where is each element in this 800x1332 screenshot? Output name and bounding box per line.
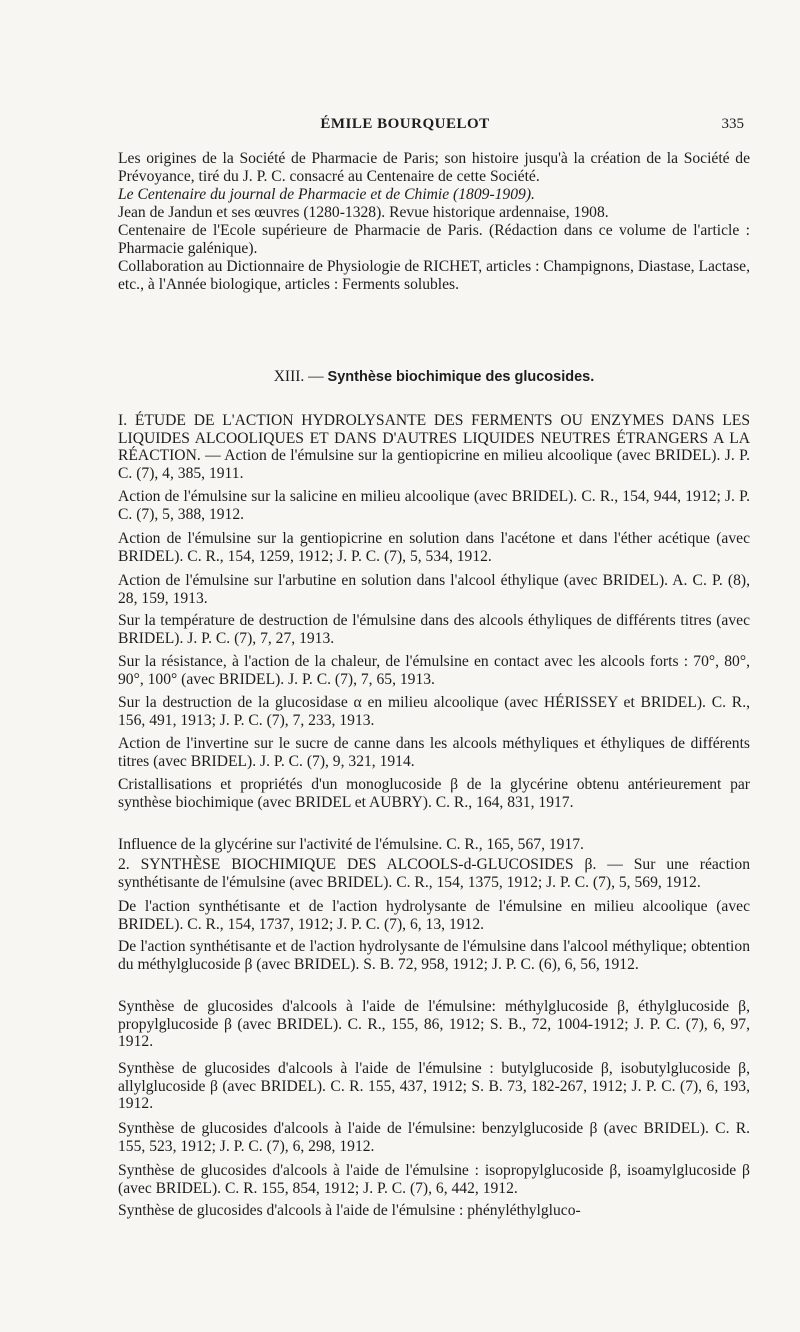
entry-16: Synthèse de glucosides d'alcools à l'aide de l'émulsine: benzylglucoside β (avec BRIDEL). C. R. 155, 523, 1912; J. P. C. (7), 6, 298, 1912. [118,1120,750,1155]
header-title: ÉMILE BOURQUELOT [320,116,490,132]
entry-18: Synthèse de glucosides d'alcools à l'aide de l'émulsine : phényléthylgluco- [118,1202,581,1219]
intro-paragraph-2: Le Centenaire du journal de Pharmacie et de Chimie (1809-1909). [118,186,535,203]
intro-paragraph-5: Collaboration au Dictionnaire de Physiologie de RICHET, articles : Champignons, Diastase, Lactase, etc., à l'Année biologique, articles : Ferments solubles. [118,258,750,293]
section-heading [118,368,750,386]
entry-11: 2. SYNTHÈSE BIOCHIMIQUE DES ALCOOLS-d-GLUCOSIDES β. — Sur une réaction synthétisante de l'émulsine (avec BRIDEL). C. R., 154, 1375, 1912; J. P. C. (7), 5, 569, 1912. [118,856,750,891]
entry-6: Sur la résistance, à l'action de la chaleur, de l'émulsine en contact avec les alcools forts : 70°, 80°, 90°, 100° (avec BRIDEL). J. P. C. (7), 7, 65, 1913. [118,653,750,688]
entry-8: Action de l'invertine sur le sucre de canne dans les alcools méthyliques et éthyliques de différents titres (avec BRIDEL). J. P. C. (7), 9, 321, 1914. [118,735,750,770]
entry-1: I. ÉTUDE DE L'ACTION HYDROLYSANTE DES FERMENTS OU ENZYMES DANS LES LIQUIDES ALCOOLIQUES ET DANS D'AUTRES LIQUIDES NEUTRES ÉTRANGERS A LA RÉACTION. — Action de l'émulsine sur la gentiopicrine en milieu alcoolique (avec BRIDEL). J. P. C. (7), 4, 385, 1911. [118,412,750,482]
intro-paragraph-4: Centenaire de l'Ecole supérieure de Pharmacie de Paris. (Rédaction dans ce volume de l'article : Pharmacie galénique). [118,222,750,257]
section-title: Synthèse biochimique des glucosides. [327,369,595,385]
entry-3: Action de l'émulsine sur la gentiopicrine en solution dans l'acétone et dans l'éther acétique (avec BRIDEL). C. R., 154, 1259, 1912; J. P. C. (7), 5, 534, 1912. [118,530,750,565]
entry-4: Action de l'émulsine sur l'arbutine en solution dans l'alcool éthylique (avec BRIDEL). A. C. P. (8), 28, 159, 1913. [118,572,750,607]
entry-15: Synthèse de glucosides d'alcools à l'aide de l'émulsine : butylglucoside β, isobutylglucoside β, allylglucoside β (avec BRIDEL). C. R. 155, 437, 1912; S. B. 73, 182-267, 1912; J. P. C. (7), 6, 193, 1912. [118,1060,750,1113]
entry-2: Action de l'émulsine sur la salicine en milieu alcoolique (avec BRIDEL). C. R., 154, 944, 1912; J. P. C. (7), 5, 388, 1912. [118,488,750,523]
page-number: 335 [721,116,744,132]
entry-13: De l'action synthétisante et de l'action hydrolysante de l'émulsine dans l'alcool méthylique; obtention du méthylglucoside β (avec BRIDEL). S. B. 72, 958, 1912; J. P. C. (6), 6, 56, 1912. [118,938,750,973]
intro-paragraph-3: Jean de Jandun et ses œuvres (1280-1328). Revue historique ardennaise, 1908. [118,204,609,221]
entry-5: Sur la température de destruction de l'émulsine dans des alcools éthyliques de différents titres (avec BRIDEL). J. P. C. (7), 7, 27, 1913. [118,612,750,647]
entry-10: Influence de la glycérine sur l'activité de l'émulsine. C. R., 165, 567, 1917. [118,836,584,853]
entry-17: Synthèse de glucosides d'alcools à l'aide de l'émulsine : isopropylglucoside β, isoamylglucoside β (avec BRIDEL). C. R. 155, 854, 1912; J. P. C. (7), 6, 442, 1912. [118,1162,750,1197]
intro-paragraph-1: Les origines de la Société de Pharmacie de Paris; son histoire jusqu'à la création de la Société de Prévoyance, tiré du J. P. C. consacré au Centenaire de cette Société. [118,150,750,185]
entry-7: Sur la destruction de la glucosidase α en milieu alcoolique (avec HÉRISSEY et BRIDEL). C. R., 156, 491, 1913; J. P. C. (7), 7, 233, 1913. [118,694,750,729]
section-number: XIII. — [273,368,324,385]
entry-12: De l'action synthétisante et de l'action hydrolysante de l'émulsine en milieu alcoolique (avec BRIDEL). C. R., 154, 1737, 1912; J. P. C. (7), 6, 13, 1912. [118,898,750,933]
running-header [118,116,744,138]
entry-14: Synthèse de glucosides d'alcools à l'aide de l'émulsine: méthylglucoside β, éthylglucoside β, propylglucoside β (avec BRIDEL). C. R., 155, 86, 1912; S. B., 72, 1004-1912; J. P. C. (7), 6, 97, 1912. [118,998,750,1051]
intro-block [118,150,750,294]
entry-9: Cristallisations et propriétés d'un monoglucoside β de la glycérine obtenu antérieurement par synthèse biochimique (avec BRIDEL et AUBRY). C. R., 164, 831, 1917. [118,776,750,811]
